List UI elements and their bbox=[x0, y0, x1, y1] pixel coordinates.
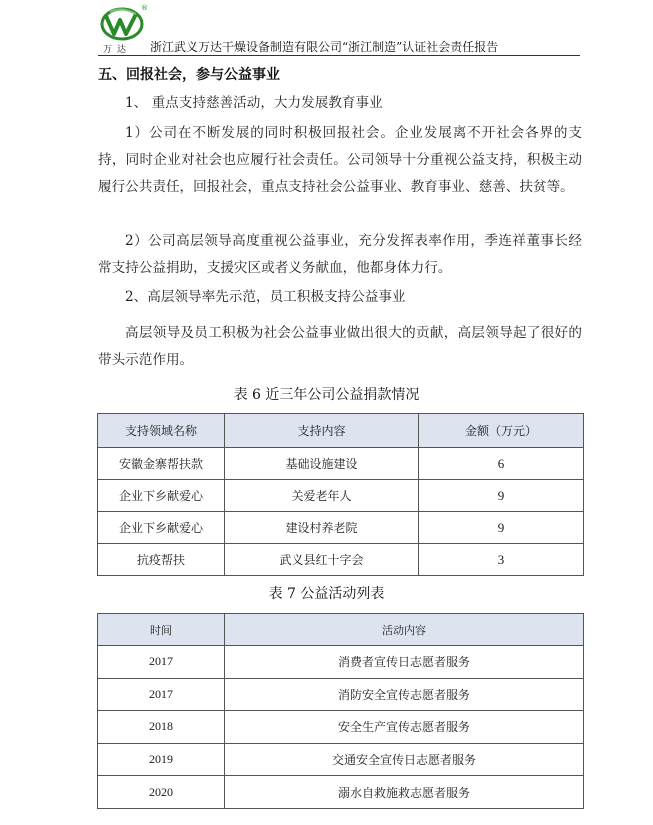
column-header: 金额（万元） bbox=[419, 414, 584, 448]
table-cell: 3 bbox=[419, 544, 584, 576]
report-header-title: 浙江武义万达干燥设备制造有限公司“浙江制造”认证社会责任报告 bbox=[150, 40, 499, 54]
table-cell: 企业下乡献爱心 bbox=[98, 480, 225, 512]
table-row bbox=[98, 743, 584, 776]
paragraph-1: 1）公司在不断发展的同时积极回报社会。企业发展离不开社会各界的支持，同时企业对社会也应履行社会责任。公司领导十分重视公益支持，积极主动履行公共责任，回报社会，重点支持社会公益事业、教育事业、慈善、扶贫等。 bbox=[98, 125, 582, 195]
column-header: 支持内容 bbox=[225, 414, 419, 448]
company-logo bbox=[98, 6, 148, 54]
table-row bbox=[98, 512, 584, 544]
logo-text: 万达 bbox=[103, 45, 132, 55]
activities-table bbox=[97, 613, 584, 809]
table-cell: 2017 bbox=[98, 678, 225, 711]
column-header: 活动内容 bbox=[225, 614, 584, 646]
donations-table bbox=[97, 413, 584, 576]
subheading-1: 1、 重点支持慈善活动，大力发展教育事业 bbox=[125, 95, 383, 111]
table-row bbox=[98, 448, 584, 480]
table-header-row bbox=[98, 414, 584, 448]
table-cell: 2020 bbox=[98, 776, 225, 809]
table-header-row bbox=[98, 614, 584, 646]
table-cell: 抗疫帮扶 bbox=[98, 544, 225, 576]
table-cell: 2019 bbox=[98, 743, 225, 776]
table-cell: 安徽金寨帮扶款 bbox=[98, 448, 225, 480]
table-cell: 安全生产宣传志愿者服务 bbox=[225, 711, 584, 744]
table-cell: 6 bbox=[419, 448, 584, 480]
table-cell: 消费者宣传日志愿者服务 bbox=[225, 646, 584, 679]
table7-caption: 表 7 公益活动列表 bbox=[268, 586, 385, 602]
table-cell: 关爱老年人 bbox=[225, 480, 419, 512]
header-divider bbox=[98, 55, 580, 56]
table-cell: 基础设施建设 bbox=[225, 448, 419, 480]
table-row bbox=[98, 646, 584, 679]
table-row bbox=[98, 480, 584, 512]
paragraph-3: 高层领导及员工积极为社会公益事业做出很大的贡献，高层领导起了很好的带头示范作用。 bbox=[98, 325, 582, 368]
paragraph-2: 2）公司高层领导高度重视公益事业，充分发挥表率作用，季连祥董事长经常支持公益捐助，支援灾区或者义务献血，他都身体力行。 bbox=[98, 233, 582, 276]
table-cell: 消防安全宣传志愿者服务 bbox=[225, 678, 584, 711]
table-row bbox=[98, 678, 584, 711]
subheading-2: 2、高层领导率先示范，员工积极支持公益事业 bbox=[125, 289, 406, 305]
table-cell: 建设村养老院 bbox=[225, 512, 419, 544]
column-header: 时间 bbox=[98, 614, 225, 646]
table-cell: 溺水自救施救志愿者服务 bbox=[225, 776, 584, 809]
wanda-logo-icon bbox=[100, 6, 144, 42]
table-cell: 2017 bbox=[98, 646, 225, 679]
table-cell: 9 bbox=[419, 480, 584, 512]
registered-mark: ® bbox=[141, 4, 148, 12]
section-title: 五、回报社会，参与公益事业 bbox=[98, 67, 280, 83]
table-row bbox=[98, 544, 584, 576]
table-cell: 武义县红十字会 bbox=[225, 544, 419, 576]
table6-caption: 表 6 近三年公司公益捐款情况 bbox=[233, 387, 420, 403]
table-row bbox=[98, 776, 584, 809]
page-header bbox=[0, 0, 653, 60]
table-row bbox=[98, 711, 584, 744]
table-cell: 9 bbox=[419, 512, 584, 544]
table-cell: 交通安全宣传日志愿者服务 bbox=[225, 743, 584, 776]
table-cell: 企业下乡献爱心 bbox=[98, 512, 225, 544]
column-header: 支持领域名称 bbox=[98, 414, 225, 448]
table-cell: 2018 bbox=[98, 711, 225, 744]
